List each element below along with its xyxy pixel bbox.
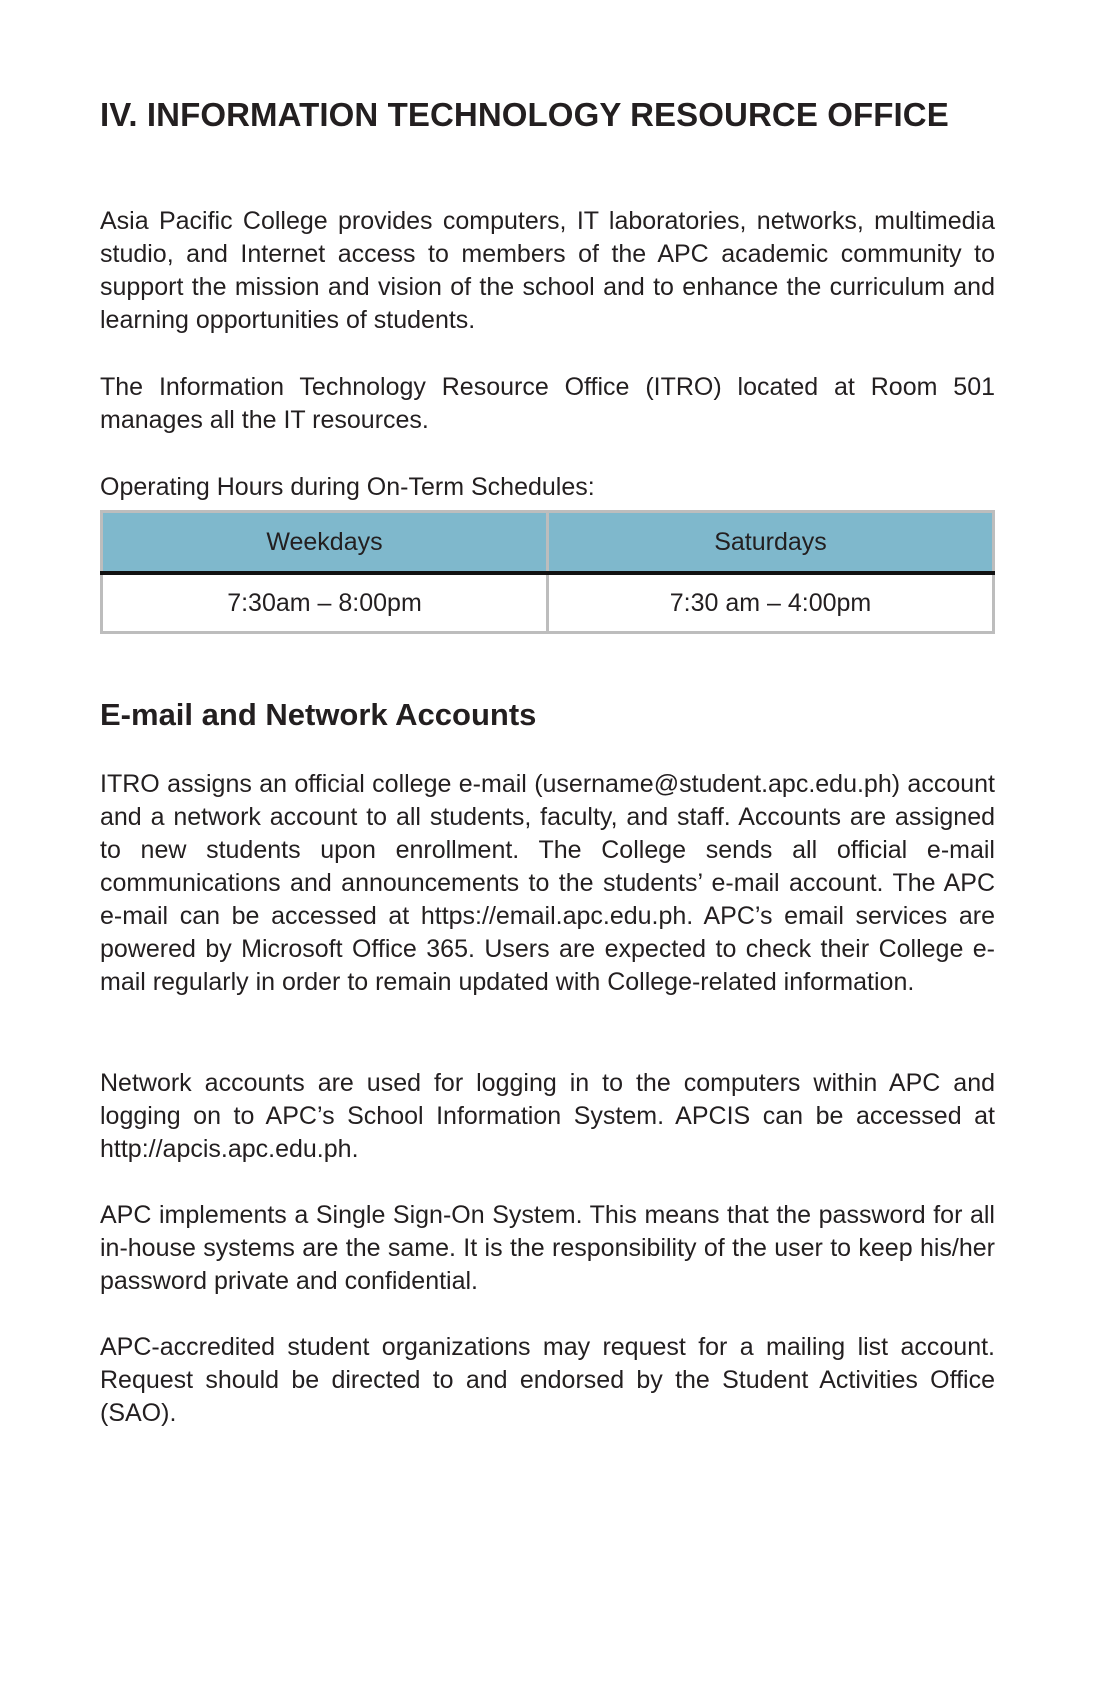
weekdays-header: Weekdays [102, 512, 548, 574]
itro-location-paragraph: The Information Technology Resource Office (ITRO) located at Room 501 manages all the IT resources. [100, 373, 995, 434]
network-paragraph: Network accounts are used for logging in to the computers within APC and logging on to APC’s School Information System. APCIS can be accessed at http://apcis.apc.edu.ph. [100, 1069, 995, 1163]
table-row [102, 573, 994, 633]
intro-paragraph: Asia Pacific College provides computers, IT laboratories, networks, multimedia studio, and Internet access to members of the APC academic community to support the mission and vision of the school and to enhance the curriculum and learning opportunities of students. [100, 207, 995, 334]
saturdays-header: Saturdays [548, 512, 994, 574]
mailing-list-paragraph: APC-accredited student organizations may request for a mailing list account. Request should be directed to and endorsed by the Student Activities Office (SAO). [100, 1333, 995, 1427]
saturdays-hours: 7:30 am – 4:00pm [548, 573, 994, 633]
operating-hours-table [100, 510, 995, 634]
accounts-title: E-mail and Network Accounts [100, 697, 537, 732]
operating-hours-label: Operating Hours during On-Term Schedules: [100, 473, 595, 501]
sso-paragraph: APC implements a Single Sign-On System. This means that the password for all in-house systems are the same. It is the responsibility of the user to keep his/her password private and confidential. [100, 1201, 995, 1295]
email-paragraph: ITRO assigns an official college e-mail (username@student.apc.edu.ph) account and a network account to all students, faculty, and staff. Accounts are assigned to new students upon enrollment. The College sends all official e-mail communications and announcements to the students’ e-mail account. The APC e-mail can be accessed at https://email.apc.edu.ph. APC’s email services are powered by Microsoft Office 365. Users are expected to check their College e-mail regularly in order to remain updated with College-related information. [100, 770, 995, 996]
weekdays-hours: 7:30am – 8:00pm [102, 573, 548, 633]
section-title: IV. INFORMATION TECHNOLOGY RESOURCE OFFICE [100, 96, 949, 133]
table-header-row [102, 512, 994, 574]
